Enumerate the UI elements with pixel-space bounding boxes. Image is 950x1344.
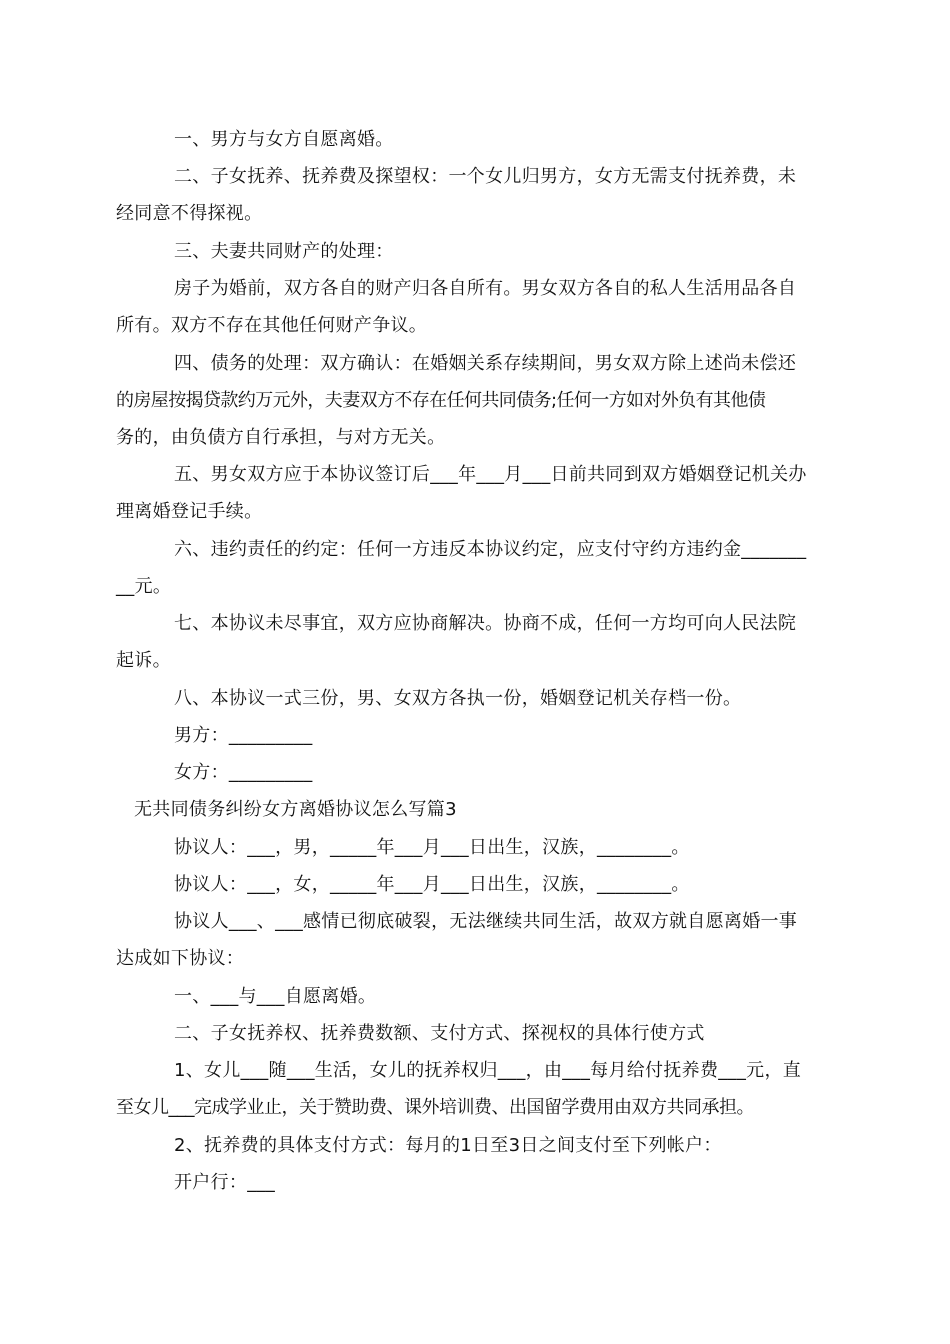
text-line: 起诉。 [116, 650, 171, 671]
text-line: 开户行：___ [174, 1172, 276, 1193]
text-line: 的房屋按揭贷款约万元外，夫妻双方不存在任何共同债务;任何一方如对外负有其他债 [116, 390, 766, 411]
section-heading: 无共同债务纠纷女方离婚协议怎么写篇3 [134, 799, 457, 820]
text-line: 房子为婚前，双方各自的财产归各自所有。男女双方各自的私人生活用品各自 [174, 278, 797, 299]
text-line: 协议人：___，男，_____年___月___日出生，汉族，________。 [174, 837, 690, 858]
text-line: 五、男女双方应于本协议签订后___年___月___日前共同到双方婚姻登记机关办 [174, 464, 807, 485]
text-line: 所有。双方不存在其他任何财产争议。 [116, 315, 428, 336]
text-line: 三、夫妻共同财产的处理： [174, 241, 394, 262]
text-line: 一、___与___自愿离婚。 [174, 986, 377, 1007]
text-line: 六、违约责任的约定：任何一方违反本协议约定，应支付守约方违约金_______ [174, 539, 807, 560]
text-line: 协议人：___，女，_____年___月___日出生，汉族，________。 [174, 874, 690, 895]
text-line: 达成如下协议： [116, 948, 245, 969]
text-line: 务的，由负债方自行承担，与对方无关。 [116, 427, 446, 448]
signature-line-female: 女方：_________ [174, 762, 313, 783]
text-line: 1、女儿___随___生活，女儿的抚养权归___，由___每月给付抚养费___元，直 [174, 1060, 802, 1081]
text-line: 四、债务的处理：双方确认：在婚姻关系存续期间，男女双方除上述尚未偿还 [174, 353, 797, 374]
text-line: 协议人___、___感情已彻底破裂，无法继续共同生活，故双方就自愿离婚一事 [174, 911, 798, 932]
text-line: 2、抚养费的具体支付方式：每月的1日至3日之间支付至下列帐户： [174, 1135, 722, 1156]
text-line: __元。 [116, 576, 172, 597]
text-line: 七、本协议未尽事宜，双方应协商解决。协商不成，任何一方均可向人民法院 [174, 613, 797, 634]
text-line: 至女儿___完成学业止，关于赞助费、课外培训费、出国留学费用由双方共同承担。 [116, 1097, 754, 1118]
text-line: 理离婚登记手续。 [116, 501, 263, 522]
text-line: 二、子女抚养、抚养费及探望权：一个女儿归男方，女方无需支付抚养费，未 [174, 166, 797, 187]
text-line: 一、男方与女方自愿离婚。 [174, 129, 394, 150]
text-line: 八、本协议一式三份，男、女双方各执一份，婚姻登记机关存档一份。 [174, 688, 742, 709]
text-line: 二、子女抚养权、抚养费数额、支付方式、探视权的具体行使方式 [174, 1023, 705, 1044]
signature-line-male: 男方：_________ [174, 725, 313, 746]
text-line: 经同意不得探视。 [116, 203, 263, 224]
